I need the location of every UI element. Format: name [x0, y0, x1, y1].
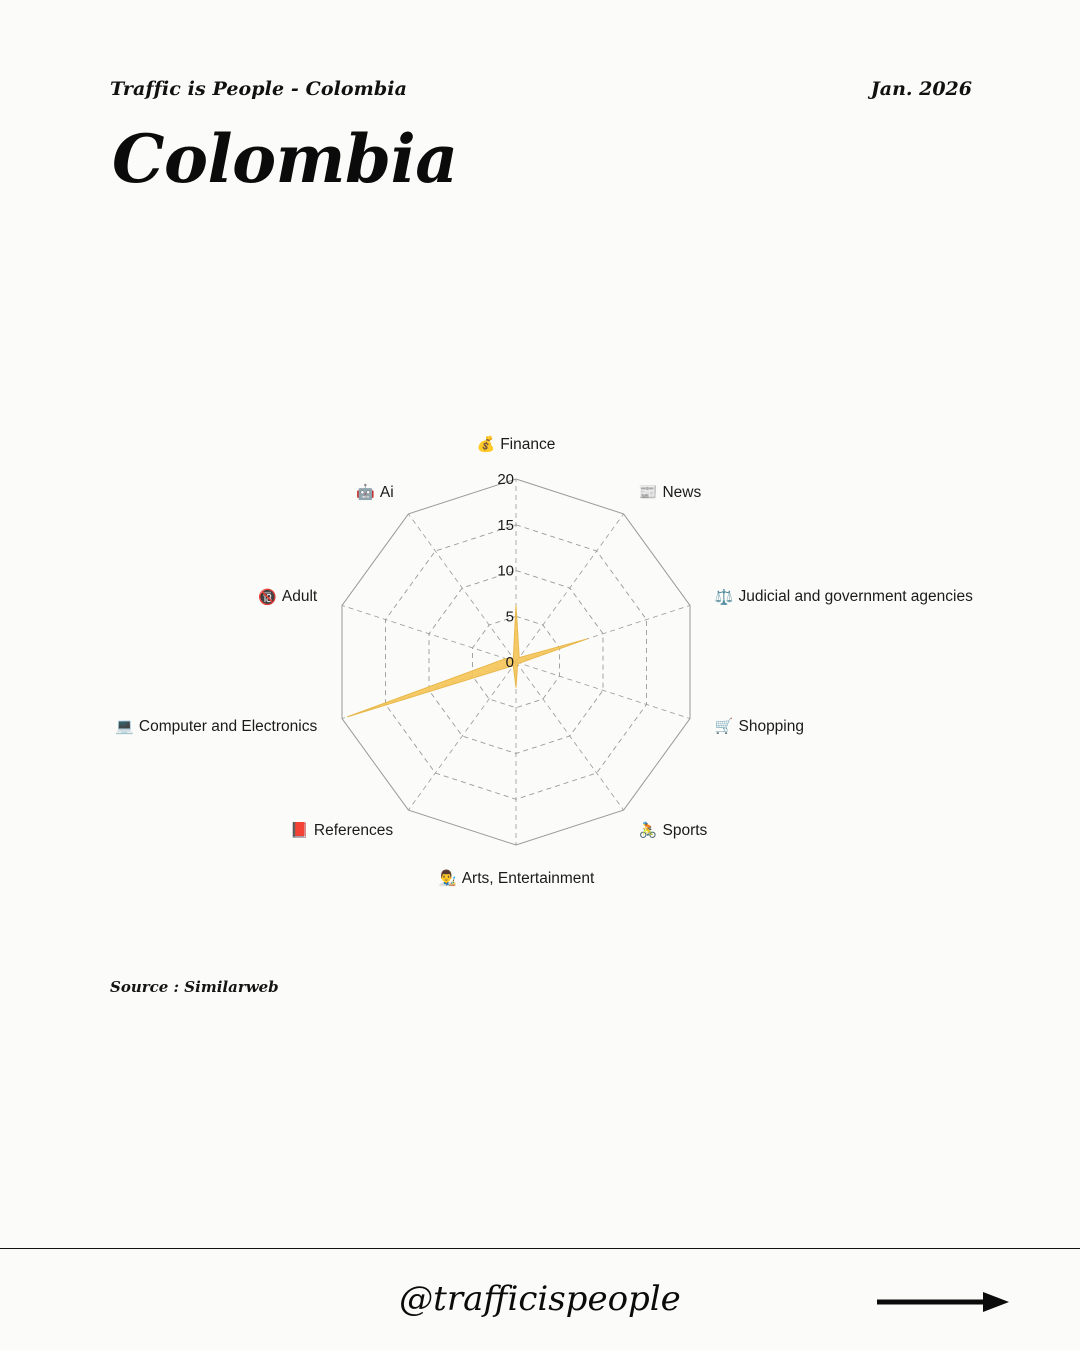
radar-category-text: Ai [379, 483, 394, 501]
radar-category-label [639, 823, 708, 839]
no-one-under-eighteen-emoji: 🔞 [258, 588, 277, 606]
artist-emoji: 👨‍🎨 [438, 870, 457, 888]
header-date: Jan. 2026 [870, 78, 972, 100]
radar-category-label [438, 871, 594, 887]
radar-category-label [290, 823, 393, 839]
radar-spoke [516, 514, 624, 662]
account-handle: @trafficispeople [399, 1279, 681, 1319]
radar-category-text: Arts, Entertainment [461, 870, 595, 887]
radial-tick-label: 15 [497, 516, 514, 534]
radar-chart [0, 410, 1080, 930]
radar-category-label [477, 437, 556, 453]
radar-category-label [715, 719, 804, 735]
money-bag-emoji: 💰 [476, 436, 496, 454]
radial-tick-label: 0 [505, 654, 514, 671]
radial-tick-label: 10 [497, 562, 514, 580]
radar-category-text: Sports [662, 822, 708, 840]
radar-category-label [115, 719, 317, 735]
radar-category-text: References [313, 822, 394, 840]
robot-emoji: 🤖 [356, 484, 375, 502]
cycling-emoji: 🚴 [638, 822, 658, 840]
shopping-cart-emoji: 🛒 [714, 717, 734, 735]
radar-category-text: News [662, 483, 702, 501]
radar-category-text: Judicial and government agencies [738, 588, 973, 606]
newspaper-emoji: 📰 [638, 484, 658, 502]
radar-chart-svg [0, 410, 1080, 930]
radar-category-text: Finance [500, 436, 556, 453]
page-title: Colombia [112, 120, 458, 198]
header-kicker: Traffic is People - Colombia [110, 78, 408, 100]
radial-tick-label: 20 [497, 471, 514, 488]
radial-tick-labels [497, 471, 514, 671]
radar-category-label [639, 485, 701, 501]
radar-category-text: Shopping [738, 717, 804, 735]
radar-spoke [516, 662, 690, 719]
radar-category-label [356, 485, 393, 501]
radar-series [347, 605, 587, 717]
source-note: Source : Similarweb [110, 978, 279, 996]
scales-of-justice-emoji: ⚖️ [714, 588, 734, 606]
radar-spoke [408, 514, 516, 662]
radial-tick-label: 5 [505, 608, 514, 626]
radar-spoke [516, 662, 624, 810]
radar-category-label [258, 589, 317, 605]
radar-category-text: Computer and Electronics [138, 717, 318, 735]
laptop-emoji: 💻 [115, 717, 134, 735]
right-arrow-icon [875, 1287, 1010, 1317]
notebook-emoji: 📕 [290, 822, 309, 840]
radar-spoke [408, 662, 516, 810]
header [110, 78, 972, 100]
radar-category-text: Adult [281, 588, 318, 606]
radar-category-label [715, 589, 973, 605]
